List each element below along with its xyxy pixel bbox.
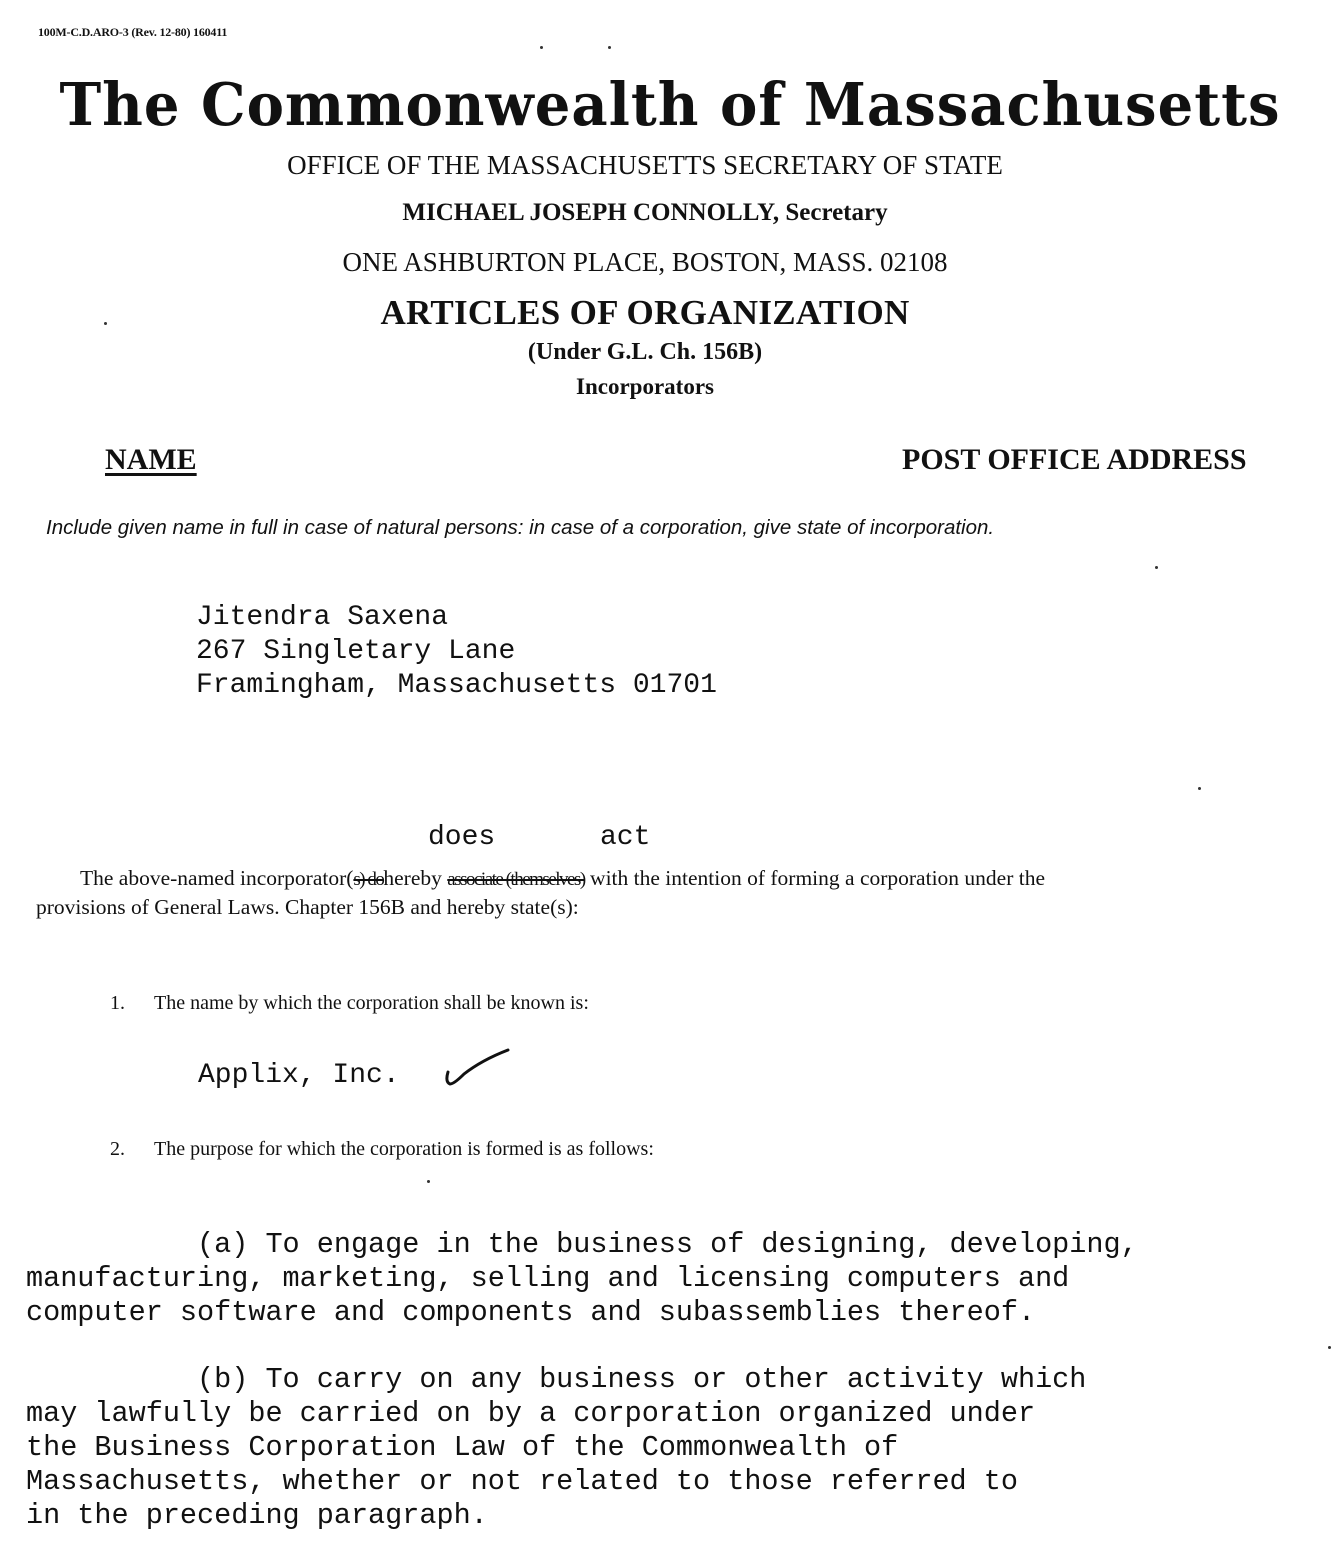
typed-correction-act: act	[600, 822, 651, 853]
masthead-title: The Commonwealth of Massachusetts	[59, 70, 1281, 140]
secretary-name: MICHAEL JOSEPH CONNOLLY, Secretary	[402, 199, 888, 226]
scan-speck	[540, 46, 543, 49]
corporation-name: Applix, Inc.	[198, 1060, 400, 1091]
purpose-paragraph-b: (b) To carry on any business or other activity which may lawfully be carried on by a corporation organized under the Business Corporation Law of the Commonwealth of Massachusetts, whether or not related to those referred to in the preceding paragraph.	[26, 1363, 1087, 1532]
address-column-heading: POST OFFICE ADDRESS	[902, 443, 1247, 476]
struck-text-2: associate (themselves)	[447, 869, 585, 890]
scan-speck	[427, 1180, 430, 1183]
office-address: ONE ASHBURTON PLACE, BOSTON, MASS. 02108	[342, 247, 948, 277]
incorporator-street: 267 Singletary Lane	[196, 636, 516, 667]
statute-reference: (Under G.L. Ch. 156B)	[527, 339, 763, 365]
typed-correction-does: does	[428, 822, 496, 853]
instruction-text: Include given name in full in case of natural persons: in case of a corporation, give state of incorporation.	[46, 516, 995, 539]
office-name: OFFICE OF THE MASSACHUSETTS SECRETARY OF STATE	[287, 150, 1003, 180]
statement-text-c: with the intention of forming a corporation under the	[584, 866, 1046, 890]
form-code: 100M-C.D.ARO-3 (Rev. 12-80) 160411	[38, 25, 228, 39]
scan-speck	[1155, 566, 1158, 569]
struck-text-1: s) do	[353, 869, 384, 890]
scan-speck	[1328, 1346, 1331, 1349]
scan-speck	[1198, 787, 1201, 790]
statement-line-2: provisions of General Laws. Chapter 156B and hereby state(s):	[36, 895, 579, 919]
item-2-number: 2.	[110, 1138, 125, 1160]
purpose-paragraph-a: (a) To engage in the business of designing, developing, manufacturing, marketing, selling and licensing computers and computer software and components and subassemblies thereof.	[26, 1228, 1138, 1329]
statement-text-b: hereby	[383, 866, 448, 890]
statement-line-1	[80, 866, 1045, 891]
scan-speck	[608, 46, 611, 49]
item-1-number: 1.	[110, 992, 125, 1014]
section-heading: Incorporators	[576, 374, 714, 399]
incorporator-city: Framingham, Massachusetts 01701	[196, 670, 717, 701]
scan-speck	[104, 322, 107, 325]
handwritten-check-icon	[442, 1046, 512, 1090]
document-title: ARTICLES OF ORGANIZATION	[380, 293, 910, 332]
statement-text-a: The above-named incorporator(	[80, 866, 354, 890]
name-column-heading: NAME	[105, 443, 197, 476]
incorporator-name: Jitendra Saxena	[196, 602, 449, 633]
item-1-text: The name by which the corporation shall be known is:	[154, 992, 589, 1014]
item-2-text: The purpose for which the corporation is formed is as follows:	[154, 1138, 654, 1160]
